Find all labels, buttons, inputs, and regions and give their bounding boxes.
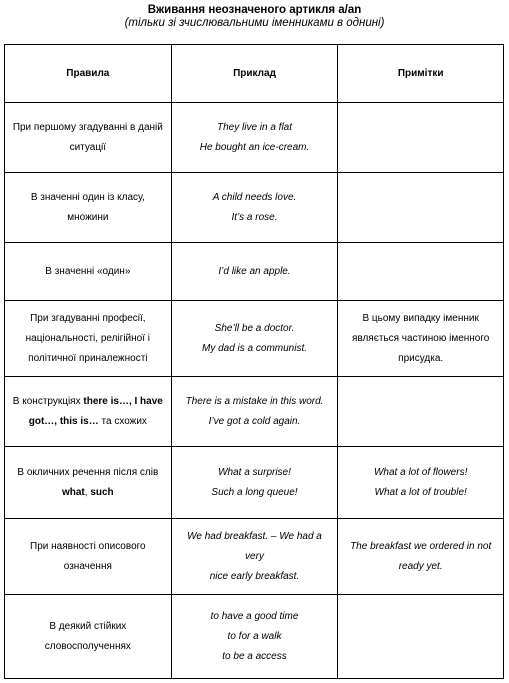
example-cell (171, 243, 338, 301)
rule-cell (5, 173, 172, 243)
rule-line (11, 118, 165, 138)
rule-cell (5, 243, 172, 301)
example-cell (171, 377, 338, 447)
rule-line (11, 637, 165, 657)
rule-cell (5, 103, 172, 173)
notes-cell (338, 173, 504, 243)
note-line: присудка. (398, 352, 444, 364)
article-usage-table (4, 44, 504, 679)
example-line: nice early breakfast. (209, 570, 300, 582)
rule-text: множини (67, 211, 109, 223)
example-line: to have a good time (210, 610, 299, 622)
rule-text: При наявності описового (30, 540, 146, 552)
rule-text: словосполученнях (44, 640, 131, 652)
rule-line (11, 208, 165, 228)
example-line: We had breakfast. – We had a very (187, 530, 322, 562)
rule-cell (5, 377, 172, 447)
rule-line (11, 412, 165, 432)
note-line: The breakfast we ordered in not (350, 540, 492, 552)
note-line: ready yet. (398, 560, 443, 572)
table-row (5, 103, 504, 173)
rule-text: В значенні «один» (45, 265, 131, 277)
rule-line (11, 483, 165, 503)
rule-line (11, 537, 165, 557)
rule-keyword: got…, this is… (28, 415, 99, 427)
note-line: являється частиною іменного (351, 332, 490, 344)
rule-line (11, 309, 165, 329)
rule-cell (5, 519, 172, 595)
table-row (5, 595, 504, 679)
example-cell (171, 301, 338, 377)
rule-text: ситуації (69, 141, 107, 153)
table-row (5, 447, 504, 519)
table-header-row (5, 45, 504, 103)
rule-text: При першому згадуванні в даній (12, 121, 163, 133)
example-cell (171, 519, 338, 595)
rule-keyword: what (61, 486, 85, 498)
rule-cell (5, 301, 172, 377)
table-row (5, 301, 504, 377)
example-cell (171, 447, 338, 519)
example-line: They live in a flat (216, 121, 293, 133)
table-row (5, 173, 504, 243)
rule-text: При згадуванні професії, (30, 312, 146, 324)
rule-line (11, 329, 165, 349)
example-line: I’ve got a cold again. (208, 415, 301, 427)
document-subtitle: (тільки зі зчислювальними іменниками в однині) (124, 17, 385, 29)
rule-text: В конструкціях (12, 395, 84, 407)
example-line: It’s a rose. (231, 211, 278, 223)
rule-line (11, 463, 165, 483)
notes-cell (338, 301, 504, 377)
example-cell (171, 103, 338, 173)
rule-text: В значенні один із класу, (30, 191, 145, 203)
example-line: There is a mistake in this word. (185, 395, 324, 407)
rule-text: В деякий стійких (49, 620, 127, 632)
rule-text: означення (63, 560, 112, 572)
notes-cell (338, 447, 504, 519)
rule-line (11, 557, 165, 577)
example-cell (171, 173, 338, 243)
example-line: My dad is a communist. (201, 342, 308, 354)
notes-cell (338, 595, 504, 679)
rule-cell (5, 595, 172, 679)
note-line: What a lot of flowers! (373, 466, 468, 478)
example-cell (171, 595, 338, 679)
table-body (5, 103, 504, 679)
table-row (5, 519, 504, 595)
example-line: I’d like an apple. (218, 265, 291, 277)
document-title: Вживання неозначеного артикля a/an (147, 4, 362, 16)
rule-line (11, 617, 165, 637)
rule-text: політичної приналежності (28, 352, 148, 364)
rule-line (11, 262, 165, 282)
example-line: Such a long queue! (211, 486, 298, 498)
header-rules: Правила (5, 45, 172, 103)
rule-text: національності, релігійної і (25, 332, 150, 344)
rule-cell (5, 447, 172, 519)
rule-line (11, 138, 165, 158)
table-row (5, 243, 504, 301)
rule-line (11, 392, 165, 412)
notes-cell (338, 377, 504, 447)
header-example: Приклад (171, 45, 338, 103)
header-notes: Примітки (338, 45, 504, 103)
example-line: What a surprise! (218, 466, 291, 478)
note-line: В цьому випадку іменник (362, 312, 479, 324)
rule-text: В окличних речення після слів (17, 466, 159, 478)
note-line: What a lot of trouble! (374, 486, 467, 498)
rule-line (11, 188, 165, 208)
example-line: He bought an ice-cream. (199, 141, 310, 153)
table-row (5, 377, 504, 447)
notes-cell (338, 103, 504, 173)
rule-keyword: there is…, I have (83, 395, 163, 407)
notes-cell (338, 519, 504, 595)
example-line: A child needs love. (212, 191, 297, 203)
example-line: She’ll be a doctor. (214, 322, 295, 334)
rule-text: , (84, 486, 91, 498)
example-line: to for a walk (227, 630, 282, 642)
rule-keyword: such (90, 486, 114, 498)
notes-cell (338, 243, 504, 301)
example-line: to be a access (222, 650, 287, 662)
rule-text: та схожих (98, 415, 147, 427)
rule-line (11, 349, 165, 369)
